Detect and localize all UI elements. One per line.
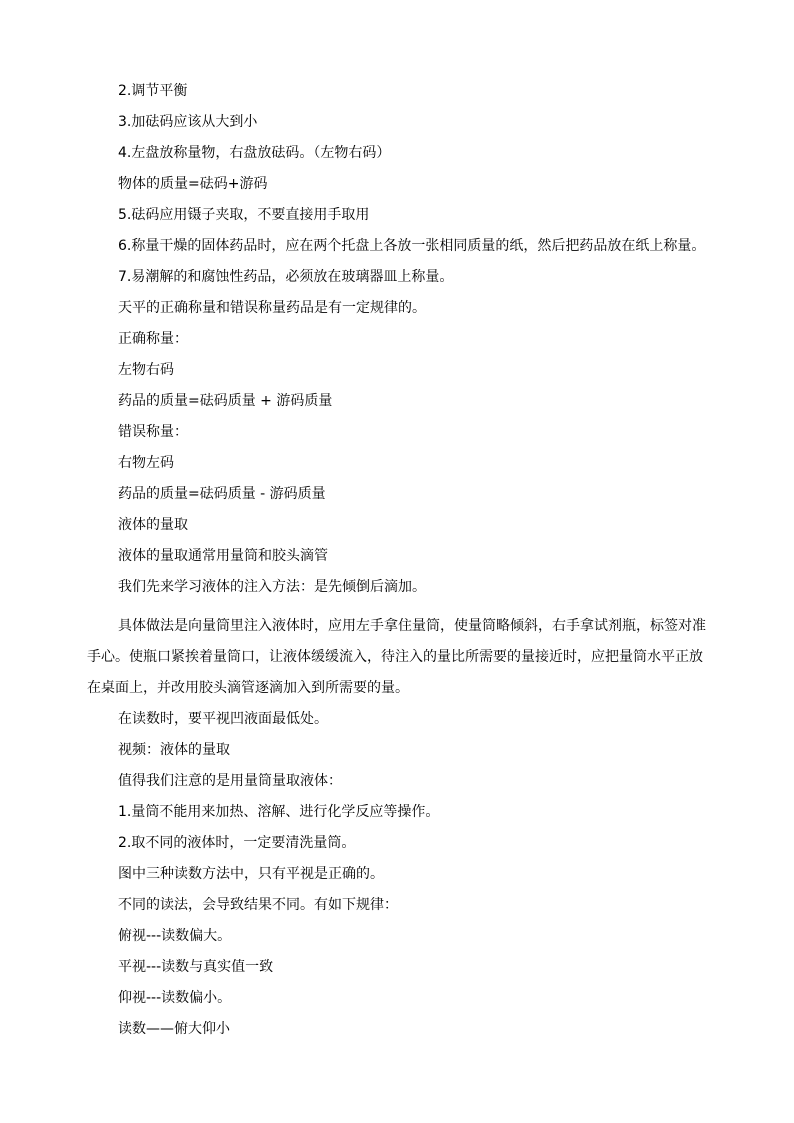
paragraph-block bbox=[87, 607, 707, 708]
document-body bbox=[87, 80, 707, 1049]
text-line: 物体的质量=砝码+游码 bbox=[118, 176, 268, 192]
text-line: 俯视---读数偏大。 bbox=[118, 928, 232, 944]
text-line: 4.左盘放称量物，右盘放砝码。（左物右码） bbox=[118, 145, 391, 161]
text-line: 1.量筒不能用来加热、溶解、进行化学反应等操作。 bbox=[118, 804, 440, 820]
text-line: 液体的量取通常用量筒和胶头滴管 bbox=[118, 548, 328, 564]
text-line: 右物左码 bbox=[118, 455, 174, 471]
text-line: 在读数时，要平视凹液面最低处。 bbox=[118, 711, 328, 727]
text-line: 天平的正确称量和错误称量药品是有一定规律的。 bbox=[118, 300, 426, 316]
text-line: 仰视---读数偏小。 bbox=[118, 990, 232, 1006]
text-line: 左物右码 bbox=[118, 362, 174, 378]
text-line: 我们先来学习液体的注入方法：是先倾倒后滴加。 bbox=[118, 579, 426, 595]
text-line: 药品的质量=砝码质量 + 游码质量 bbox=[118, 393, 333, 409]
text-line: 平视---读数与真实值一致 bbox=[118, 959, 274, 975]
text-line: 2.取不同的液体时，一定要清洗量筒。 bbox=[118, 835, 356, 851]
text-line: 3.加砝码应该从大到小 bbox=[118, 114, 258, 130]
text-line: 2.调节平衡 bbox=[118, 83, 188, 99]
text-line: 不同的读法，会导致结果不同。有如下规律： bbox=[118, 897, 398, 913]
text-line: 视频：液体的量取 bbox=[118, 742, 230, 758]
text-line: 图中三种读数方法中，只有平视是正确的。 bbox=[118, 866, 384, 882]
paragraph-text: 具体做法是向量筒里注入液体时，应用左手拿住量筒，使量筒略倾斜，右手拿试剂瓶，标签对准手心。使瓶口紧挨着量筒口，让液体缓缓流入，待注入的量比所需要的量接近时，应把量筒水平正放在桌面上，并改用胶头滴管逐滴加入到所需要的量。 bbox=[87, 618, 706, 696]
text-line: 5.砝码应用镊子夹取，不要直接用手取用 bbox=[118, 207, 370, 223]
text-line: 6.称量干燥的固体药品时，应在两个托盘上各放一张相同质量的纸，然后把药品放在纸上称量。 bbox=[118, 238, 706, 254]
text-line: 正确称量： bbox=[118, 331, 188, 347]
text-line: 错误称量： bbox=[118, 424, 188, 440]
text-line: 药品的质量=砝码质量 - 游码质量 bbox=[118, 486, 326, 502]
text-line: 值得我们注意的是用量筒量取液体： bbox=[118, 773, 342, 789]
text-line: 读数——俯大仰小 bbox=[118, 1021, 230, 1037]
text-line: 液体的量取 bbox=[118, 517, 188, 533]
text-line: 7.易潮解的和腐蚀性药品，必须放在玻璃器皿上称量。 bbox=[118, 269, 454, 285]
